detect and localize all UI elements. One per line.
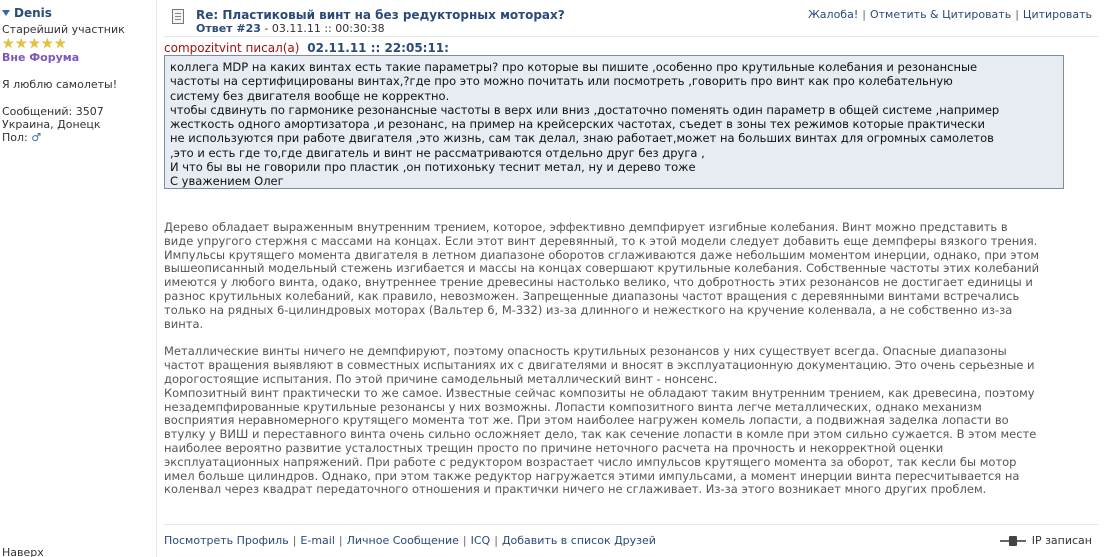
view-profile-link[interactable]: Посмотреть Профиль bbox=[164, 534, 289, 547]
ip-logged bbox=[1000, 534, 1092, 547]
body-line: коленвал через квадрат передаточного отношения и практички ничего не сглаживает. Из-за этого возникает много других проблем. bbox=[164, 482, 987, 497]
body-line: виде упругого стержня с массами на концах. Если этот винт деревянный, то к этой модели следует добавить еще демпферы вязкого трения. bbox=[164, 233, 1038, 248]
rank-stars bbox=[2, 37, 156, 51]
body-line: восприятия неравномерного крутящего момента тот же. При этом наиболее нагружен комель лопасти, а подвижная заделка лопасти во bbox=[164, 413, 1009, 428]
body-line: дорогостоящие испытания. По этой причине самодельный металлический винт - нонсенс. bbox=[164, 371, 718, 386]
body-line: разнос крутильных колебаний, как правило, невозможен. Запрещенные диапазоны частот вращения с деревянными винтами встречались bbox=[164, 288, 1020, 303]
separator: | bbox=[1015, 8, 1019, 21]
separator: | bbox=[494, 534, 498, 547]
mark-quote-link[interactable]: Отметить & Цитировать bbox=[869, 8, 1012, 21]
quote-date: 02.11.11 :: 22:05:11: bbox=[307, 41, 449, 55]
reply-number: Ответ #23 bbox=[196, 22, 261, 35]
user-motto: Я люблю самолеты! bbox=[2, 78, 118, 91]
separator: | bbox=[338, 534, 343, 547]
body-line: винта. bbox=[164, 316, 204, 331]
quote-line: жесткость одного амортизатора ,и резонанс, на пример на крейсерских частотах, съедет в зоны тех режимов которые практически bbox=[170, 117, 985, 132]
body-line: втулку у ВИШ и переставного винта очень сильно осложняет дело, так как сечение лопасти в комле при этом сильно сужается. В этом месте bbox=[164, 427, 1037, 442]
user-location: Украина, Донецк bbox=[2, 118, 101, 131]
post-meta bbox=[196, 22, 385, 35]
body-line: частот вращения выявляют в совместных испытаниях их с двигателями и вносят в эксплуатационную документацию. Это очень серьезные и bbox=[164, 358, 1035, 373]
separator: | bbox=[462, 534, 467, 547]
quote-line: С уважением Олег bbox=[170, 174, 284, 189]
quote-box bbox=[164, 55, 1064, 189]
star-icon: ★ bbox=[41, 36, 54, 52]
quote-line: не используются при работе двигателя ,это жизнь, сам так делал, знаю работает,может на больших винтах для огромных самолетов bbox=[170, 131, 994, 146]
star-icon: ★ bbox=[28, 36, 41, 52]
body-line: наиболее вероятно развитие усталостных трещин просто по причине неточного расчета на прочность и некорректной оценки bbox=[164, 440, 944, 455]
body-line: незадемпфированные крутильные резонансы у них возможны. Лопасти композитного винта легче металлических, однако механизм bbox=[164, 399, 982, 414]
ip-logged-label: IP записан bbox=[1031, 534, 1092, 547]
body-line: Композитный винт практически то же самое. Известные сейчас композиты не обладают таким внутренним трением, как древесина, поэтому bbox=[164, 385, 1035, 400]
user-panel bbox=[0, 0, 156, 557]
post-count: Сообщений: 3507 bbox=[2, 105, 104, 118]
username[interactable]: Denis bbox=[14, 6, 52, 20]
body-line: эксплуатационных напряжений. При работе с редуктором возрастает число импульсов крутящего момента за оборот, так кесли бы мотор bbox=[164, 454, 1017, 469]
quote-line: ,это и есть где то,где двигатель и винт не рассматриваются отдельно друг без друга , bbox=[170, 145, 705, 160]
post-body bbox=[164, 221, 1094, 497]
quote-line: чтобы сдвинуть по гармонике резонансные частоты в верх или вниз ,достаточно поменять один параметр в общей системе ,например bbox=[170, 102, 1000, 117]
body-line: Металлические винты ничего не демпфируют, поэтому опасность крутильных резонансов у них существует всегда. Опасные диапазоны bbox=[164, 344, 1007, 359]
body-line: только на рядных 6-цилиндровых моторах (Вальтер 6, М-332) из-за длинного и нежесткого на кручение коленвала, а не собственно из-за bbox=[164, 302, 1013, 317]
back-to-top-link[interactable]: Наверх bbox=[2, 546, 44, 557]
quote-link[interactable]: Цитировать bbox=[1022, 8, 1092, 21]
username-row bbox=[2, 6, 156, 20]
add-friend-link[interactable]: Добавить в список Друзей bbox=[501, 534, 656, 547]
gender-label: Пол: bbox=[2, 131, 28, 144]
gender-row bbox=[2, 131, 156, 144]
email-link[interactable]: E-mail bbox=[300, 534, 335, 547]
paragraph-gap bbox=[164, 331, 1094, 345]
complain-link[interactable]: Жалоба! bbox=[807, 8, 859, 21]
ip-icon bbox=[1000, 536, 1026, 546]
quote-line: коллега MDP на каких винтах есть такие параметры? про которые вы пишите ,особенно про крутильные колебания и резонансные bbox=[170, 60, 978, 74]
body-line: имел больше цилиндров. Однако, при этом также редуктор нагружается этими импульсами, а момент инерции винта пересчитывается на bbox=[164, 468, 1020, 483]
post-header bbox=[164, 6, 1098, 36]
quote-header bbox=[164, 41, 449, 55]
post-actions bbox=[808, 8, 1092, 21]
column-divider bbox=[156, 0, 157, 557]
star-icon: ★ bbox=[2, 36, 15, 52]
body-line: Дерево обладает выраженным внутренним трением, которое, эффективно демпфирует изгибные колебания. Винт можно представить в bbox=[164, 220, 1008, 234]
body-line: имеются у любого винта, одако, внутреннее трение древесины настолько велико, что добротность этих резонансов не достигает единицы и bbox=[164, 275, 1033, 290]
quote-author: compozitvint писал(а) bbox=[164, 41, 300, 55]
user-rank: Старейший участник bbox=[2, 23, 125, 36]
header-divider bbox=[164, 36, 1098, 37]
icq-link[interactable]: ICQ bbox=[470, 534, 491, 547]
private-message-link[interactable]: Личное Сообщение bbox=[346, 534, 459, 547]
separator: | bbox=[292, 534, 297, 547]
expand-triangle-icon[interactable] bbox=[2, 10, 10, 16]
body-line: вышеописанный модельный стежень изгибается и массы на концах совершают крутильные колебания. Собственные частоты этих колебаний bbox=[164, 261, 1040, 276]
male-icon: ♂ bbox=[31, 131, 42, 144]
online-status: Вне Форума bbox=[2, 51, 80, 64]
quote-line: систему без двигателя вообще не корректно. bbox=[170, 88, 450, 103]
quote-line: И что бы вы не говорили про пластик ,он потихоньку теснит метал, ну и дерево тоже bbox=[170, 160, 696, 175]
footer-links bbox=[164, 534, 656, 547]
post-date: - 03.11.11 :: 00:30:38 bbox=[260, 22, 385, 35]
document-icon bbox=[172, 9, 184, 24]
star-icon: ★ bbox=[15, 36, 28, 52]
body-line: Импульсы крутящего момента двигателя в летном диапазоне оборотов сглаживаются даже небольшим моментом инерции, однако, при этом bbox=[164, 247, 1039, 262]
separator: | bbox=[862, 8, 866, 21]
post-title[interactable]: Re: Пластиковый винт на без редукторных моторах? bbox=[196, 8, 565, 22]
quote-line: частоты на сертифицированы винтах,?где про это можно почитать или посмотреть ,говорить про винт как про колебательную bbox=[170, 74, 953, 89]
star-icon: ★ bbox=[54, 36, 67, 52]
footer-divider bbox=[164, 524, 1098, 525]
